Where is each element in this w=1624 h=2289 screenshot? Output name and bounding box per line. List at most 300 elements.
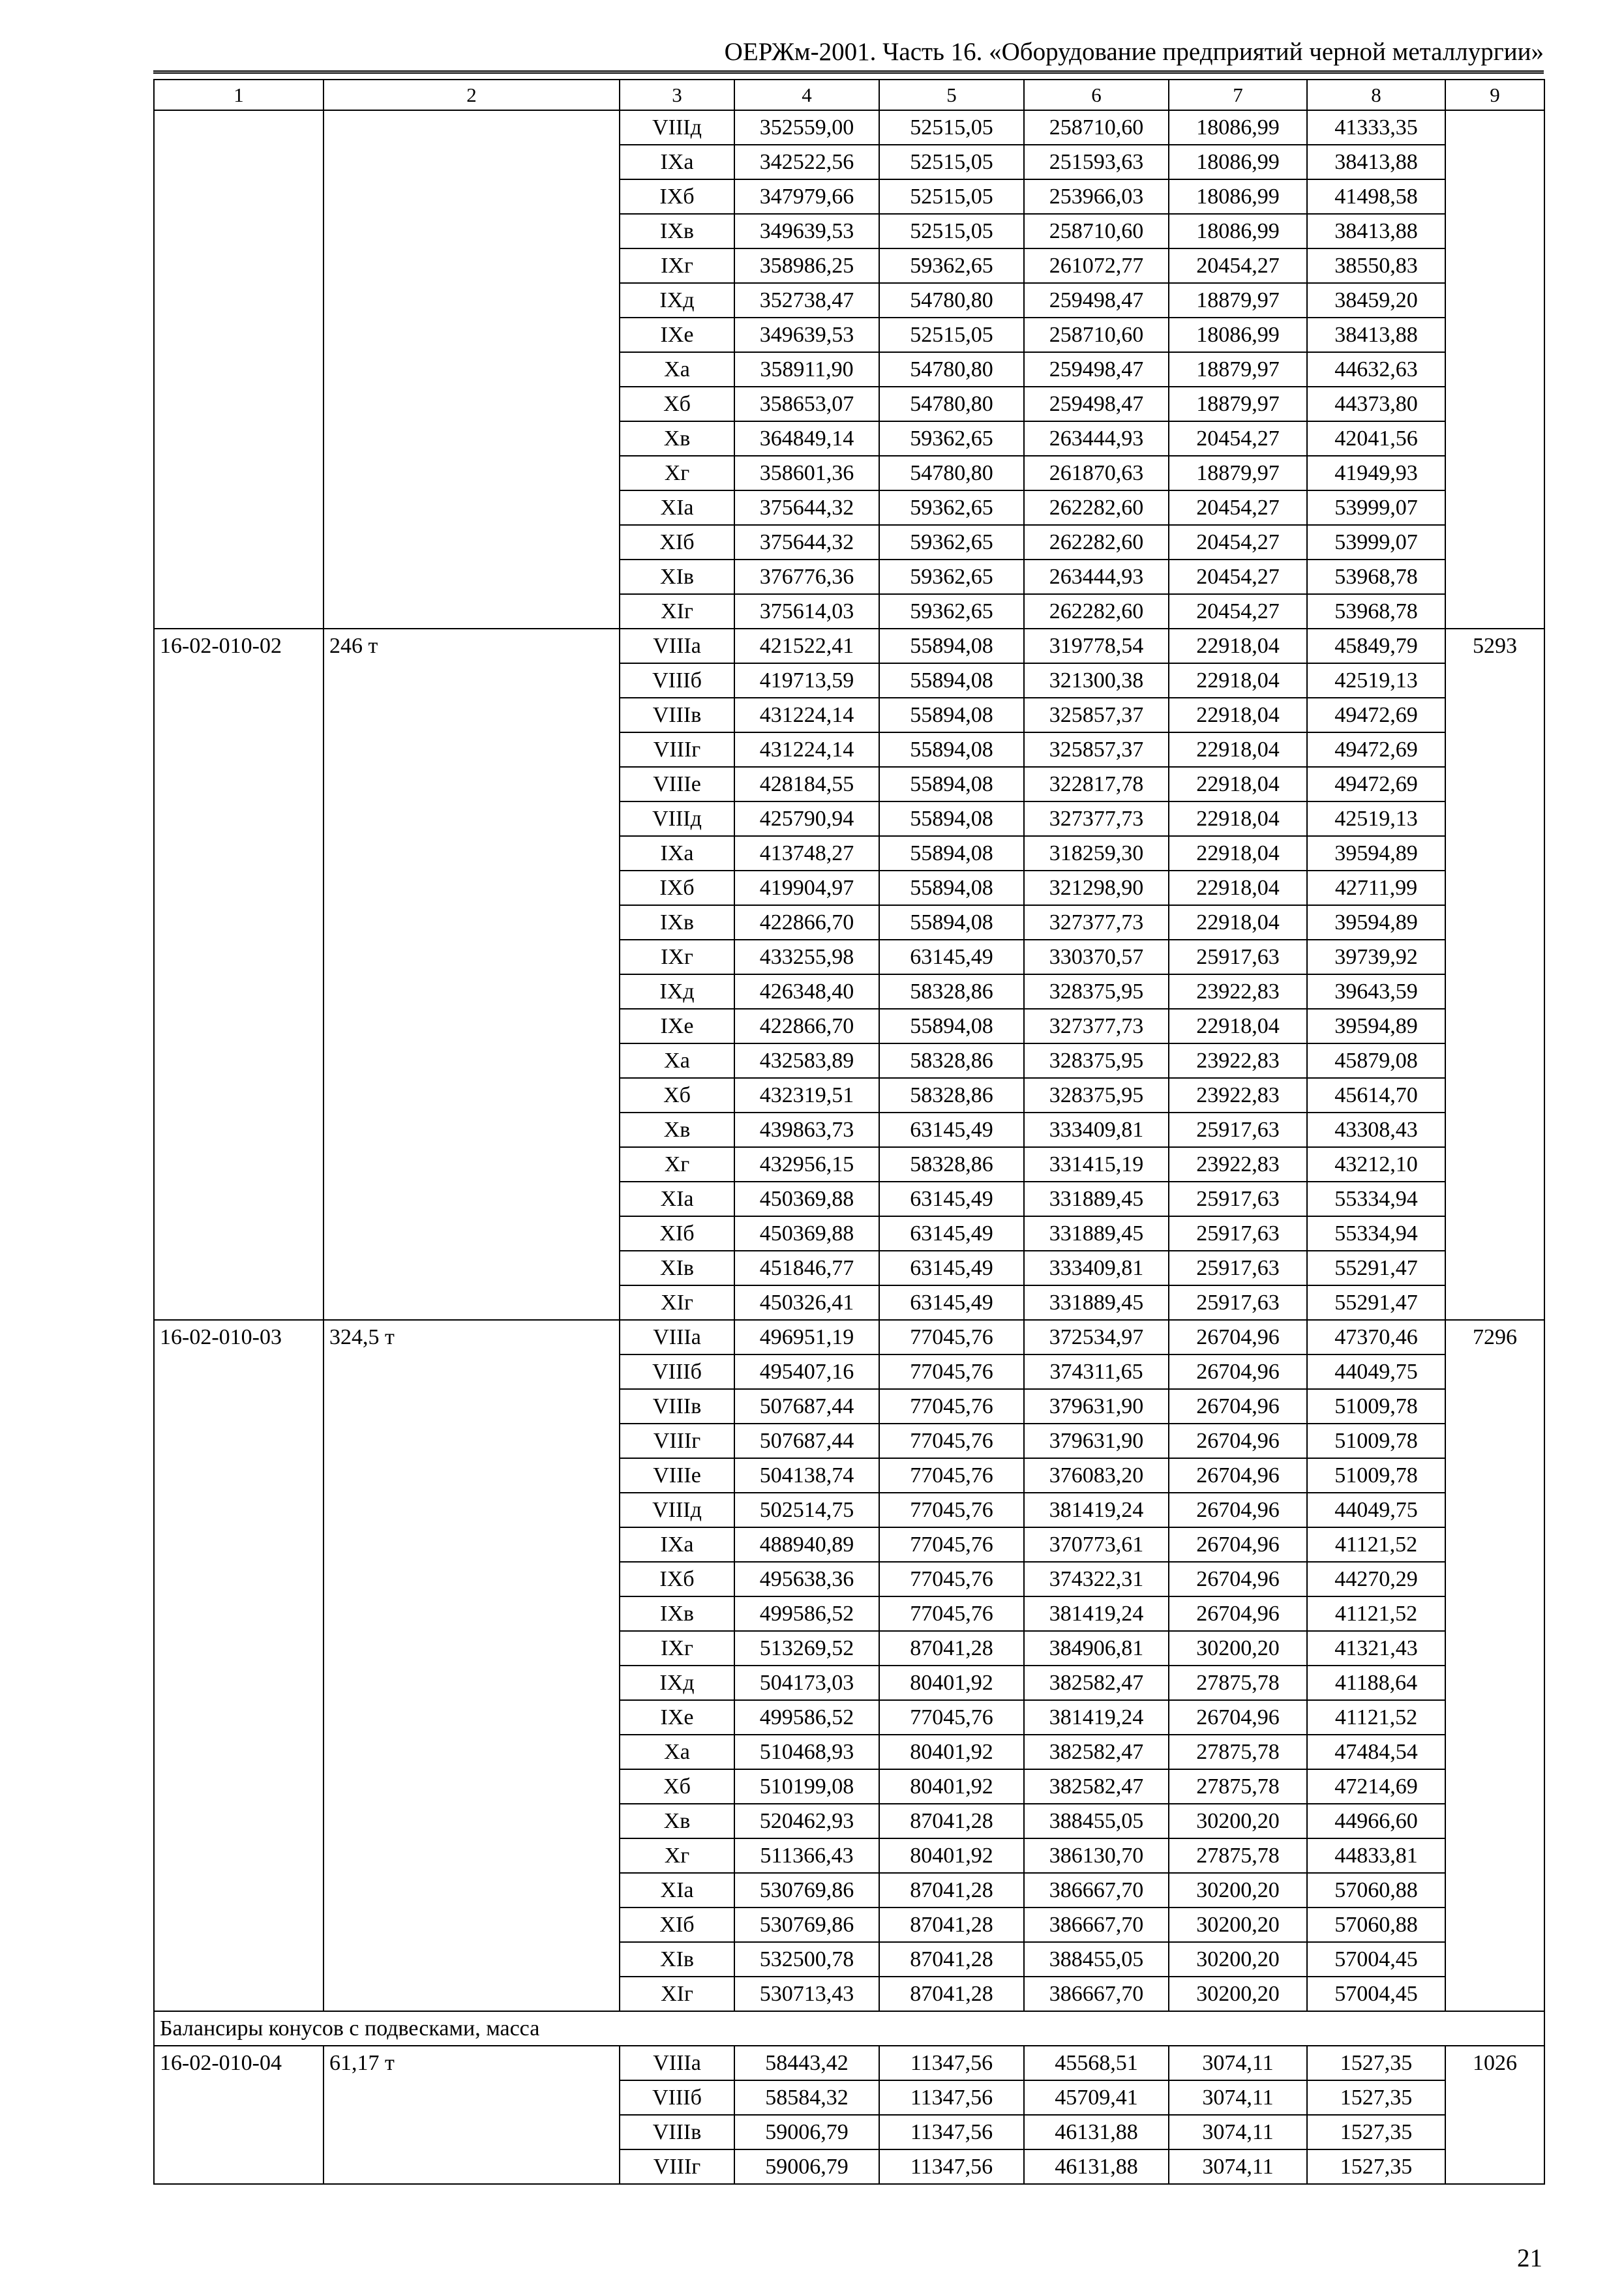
- cost-value: 18879,97: [1169, 387, 1307, 421]
- region-class: Xг: [620, 1838, 734, 1873]
- cost-value: 495407,16: [734, 1354, 879, 1389]
- cost-value: 30200,20: [1169, 1908, 1307, 1942]
- cost-value: 258710,60: [1024, 214, 1169, 248]
- cost-value: 259498,47: [1024, 352, 1169, 387]
- cost-value: 77045,76: [879, 1527, 1024, 1562]
- cost-value: 87041,28: [879, 1873, 1024, 1908]
- cost-value: 349639,53: [734, 318, 879, 352]
- region-class: VIIIб: [620, 663, 734, 698]
- region-class: VIIIг: [620, 1424, 734, 1458]
- cost-value: 20454,27: [1169, 594, 1307, 629]
- cost-value: 45849,79: [1307, 629, 1445, 663]
- cost-value: 419904,97: [734, 871, 879, 905]
- cost-value: 55894,08: [879, 871, 1024, 905]
- cost-value: 18879,97: [1169, 283, 1307, 318]
- cost-value: 26704,96: [1169, 1596, 1307, 1631]
- cost-value: 450369,88: [734, 1182, 879, 1216]
- cost-value: 499586,52: [734, 1596, 879, 1631]
- column-number: 5: [879, 80, 1024, 110]
- region-class: IXг: [620, 1631, 734, 1666]
- cost-value: 38413,88: [1307, 145, 1445, 179]
- cost-value: 374322,31: [1024, 1562, 1169, 1596]
- region-class: XIа: [620, 1873, 734, 1908]
- cost-value: 331889,45: [1024, 1182, 1169, 1216]
- cost-value: 413748,27: [734, 836, 879, 871]
- section-title: Балансиры конусов с подвесками, масса: [154, 2011, 1544, 2046]
- cost-value: 80401,92: [879, 1666, 1024, 1700]
- cost-value: 511366,43: [734, 1838, 879, 1873]
- cost-value: 328375,95: [1024, 974, 1169, 1009]
- cost-value: 381419,24: [1024, 1700, 1169, 1735]
- running-header: ОЕРЖм-2001. Часть 16. «Оборудование предприятий черной металлургии»: [153, 37, 1544, 74]
- cost-value: 11347,56: [879, 2149, 1024, 2184]
- cost-value: 63145,49: [879, 1251, 1024, 1285]
- cost-value: 59362,65: [879, 248, 1024, 283]
- equipment-mass: 61,17 т: [323, 2046, 620, 2184]
- cost-value: 376776,36: [734, 560, 879, 594]
- cost-value: 26704,96: [1169, 1458, 1307, 1493]
- cost-value: 26704,96: [1169, 1424, 1307, 1458]
- cost-value: 39594,89: [1307, 836, 1445, 871]
- region-class: VIIIд: [620, 110, 734, 145]
- equipment-mass: 324,5 т: [323, 1320, 620, 2011]
- cost-value: 379631,90: [1024, 1389, 1169, 1424]
- cost-value: 25917,63: [1169, 1216, 1307, 1251]
- cost-value: 358653,07: [734, 387, 879, 421]
- region-class: XIг: [620, 594, 734, 629]
- labor-value: 7296: [1445, 1320, 1544, 2011]
- cost-value: 20454,27: [1169, 525, 1307, 560]
- cost-value: 87041,28: [879, 1631, 1024, 1666]
- region-class: IXв: [620, 1596, 734, 1631]
- region-class: XIг: [620, 1977, 734, 2011]
- cost-value: 41333,35: [1307, 110, 1445, 145]
- cost-value: 57004,45: [1307, 1942, 1445, 1977]
- region-class: IXг: [620, 940, 734, 974]
- cost-value: 532500,78: [734, 1942, 879, 1977]
- cost-value: 20454,27: [1169, 490, 1307, 525]
- region-class: XIб: [620, 1216, 734, 1251]
- region-class: VIIIд: [620, 801, 734, 836]
- region-class: VIIIа: [620, 1320, 734, 1354]
- cost-value: 504173,03: [734, 1666, 879, 1700]
- cost-value: 55334,94: [1307, 1216, 1445, 1251]
- cost-value: 11347,56: [879, 2080, 1024, 2115]
- cost-value: 358601,36: [734, 456, 879, 490]
- cost-value: 80401,92: [879, 1735, 1024, 1769]
- cost-value: 63145,49: [879, 1285, 1024, 1320]
- cost-value: 3074,11: [1169, 2080, 1307, 2115]
- cost-value: 26704,96: [1169, 1527, 1307, 1562]
- cost-value: 77045,76: [879, 1700, 1024, 1735]
- cost-value: 495638,36: [734, 1562, 879, 1596]
- cost-value: 358911,90: [734, 352, 879, 387]
- region-class: IXв: [620, 214, 734, 248]
- cost-value: 379631,90: [1024, 1424, 1169, 1458]
- cost-value: 27875,78: [1169, 1838, 1307, 1873]
- cost-value: 331415,19: [1024, 1147, 1169, 1182]
- cost-value: 77045,76: [879, 1354, 1024, 1389]
- cost-value: 530769,86: [734, 1873, 879, 1908]
- cost-value: 328375,95: [1024, 1043, 1169, 1078]
- region-class: Xа: [620, 1043, 734, 1078]
- cost-value: 342522,56: [734, 145, 879, 179]
- equipment-mass: 246 т: [323, 629, 620, 1320]
- cost-value: 330370,57: [1024, 940, 1169, 974]
- cost-value: 18086,99: [1169, 318, 1307, 352]
- cost-value: 59362,65: [879, 525, 1024, 560]
- cost-value: 22918,04: [1169, 732, 1307, 767]
- region-class: Xб: [620, 1769, 734, 1804]
- cost-value: 20454,27: [1169, 560, 1307, 594]
- region-class: XIв: [620, 560, 734, 594]
- region-class: VIIIб: [620, 1354, 734, 1389]
- cost-value: 26704,96: [1169, 1493, 1307, 1527]
- cost-value: 258710,60: [1024, 110, 1169, 145]
- cost-value: 52515,05: [879, 110, 1024, 145]
- cost-value: 384906,81: [1024, 1631, 1169, 1666]
- cost-value: 53968,78: [1307, 594, 1445, 629]
- cost-value: 439863,73: [734, 1113, 879, 1147]
- cost-value: 63145,49: [879, 1216, 1024, 1251]
- region-class: XIв: [620, 1942, 734, 1977]
- cost-value: 38550,83: [1307, 248, 1445, 283]
- cost-value: 18879,97: [1169, 352, 1307, 387]
- cost-value: 259498,47: [1024, 387, 1169, 421]
- region-class: IXе: [620, 1009, 734, 1043]
- cost-value: 57060,88: [1307, 1908, 1445, 1942]
- column-number-row: [154, 80, 1544, 110]
- cost-value: 22918,04: [1169, 836, 1307, 871]
- cost-value: 11347,56: [879, 2115, 1024, 2149]
- cost-value: 253966,03: [1024, 179, 1169, 214]
- region-class: IXа: [620, 836, 734, 871]
- cost-value: 51009,78: [1307, 1389, 1445, 1424]
- cost-value: 321298,90: [1024, 871, 1169, 905]
- cost-value: 45568,51: [1024, 2046, 1169, 2080]
- cost-value: 1527,35: [1307, 2080, 1445, 2115]
- cost-value: 251593,63: [1024, 145, 1169, 179]
- cost-value: 504138,74: [734, 1458, 879, 1493]
- section-title-row: [154, 2011, 1544, 2046]
- cost-value: 63145,49: [879, 1113, 1024, 1147]
- region-class: Xв: [620, 421, 734, 456]
- cost-value: 54780,80: [879, 352, 1024, 387]
- cost-value: 44833,81: [1307, 1838, 1445, 1873]
- cost-value: 41121,52: [1307, 1700, 1445, 1735]
- cost-value: 374311,65: [1024, 1354, 1169, 1389]
- cost-value: 507687,44: [734, 1389, 879, 1424]
- cost-value: 23922,83: [1169, 1078, 1307, 1113]
- cost-value: 502514,75: [734, 1493, 879, 1527]
- cost-value: 3074,11: [1169, 2115, 1307, 2149]
- cost-value: 77045,76: [879, 1562, 1024, 1596]
- cost-value: 52515,05: [879, 145, 1024, 179]
- region-class: IXб: [620, 871, 734, 905]
- cost-value: 262282,60: [1024, 525, 1169, 560]
- cost-value: 59362,65: [879, 560, 1024, 594]
- region-class: VIIIг: [620, 732, 734, 767]
- column-number: 7: [1169, 80, 1307, 110]
- cost-value: 381419,24: [1024, 1493, 1169, 1527]
- cost-value: 27875,78: [1169, 1769, 1307, 1804]
- region-class: Xг: [620, 456, 734, 490]
- cost-value: 23922,83: [1169, 974, 1307, 1009]
- cost-value: 432583,89: [734, 1043, 879, 1078]
- region-class: XIа: [620, 1182, 734, 1216]
- region-class: VIIIв: [620, 1389, 734, 1424]
- cost-value: 41321,43: [1307, 1631, 1445, 1666]
- table-body: [154, 110, 1544, 2184]
- region-class: Xб: [620, 387, 734, 421]
- cost-value: 42041,56: [1307, 421, 1445, 456]
- region-class: XIа: [620, 490, 734, 525]
- cost-value: 58328,86: [879, 974, 1024, 1009]
- cost-value: 376083,20: [1024, 1458, 1169, 1493]
- cost-value: 499586,52: [734, 1700, 879, 1735]
- cost-value: 57004,45: [1307, 1977, 1445, 2011]
- cost-value: 513269,52: [734, 1631, 879, 1666]
- cost-value: 261072,77: [1024, 248, 1169, 283]
- cost-value: 80401,92: [879, 1838, 1024, 1873]
- cost-value: 259498,47: [1024, 283, 1169, 318]
- cost-value: 42519,13: [1307, 663, 1445, 698]
- resource-code: 16-02-010-02: [154, 629, 323, 1320]
- region-class: VIIIа: [620, 629, 734, 663]
- cost-value: 53999,07: [1307, 490, 1445, 525]
- column-number: 8: [1307, 80, 1445, 110]
- cost-value: 386667,70: [1024, 1908, 1169, 1942]
- cost-value: 55894,08: [879, 1009, 1024, 1043]
- equipment-mass: [323, 110, 620, 629]
- cost-value: 431224,14: [734, 698, 879, 732]
- region-class: IXб: [620, 1562, 734, 1596]
- cost-value: 25917,63: [1169, 1285, 1307, 1320]
- cost-value: 44966,60: [1307, 1804, 1445, 1838]
- cost-value: 59362,65: [879, 594, 1024, 629]
- cost-value: 321300,38: [1024, 663, 1169, 698]
- cost-value: 38459,20: [1307, 283, 1445, 318]
- cost-value: 77045,76: [879, 1424, 1024, 1458]
- cost-value: 18086,99: [1169, 110, 1307, 145]
- region-class: Xг: [620, 1147, 734, 1182]
- cost-value: 39594,89: [1307, 1009, 1445, 1043]
- cost-value: 20454,27: [1169, 421, 1307, 456]
- cost-value: 55894,08: [879, 698, 1024, 732]
- cost-value: 52515,05: [879, 318, 1024, 352]
- cost-value: 43308,43: [1307, 1113, 1445, 1147]
- cost-value: 11347,56: [879, 2046, 1024, 2080]
- cost-value: 38413,88: [1307, 318, 1445, 352]
- cost-value: 319778,54: [1024, 629, 1169, 663]
- cost-value: 51009,78: [1307, 1458, 1445, 1493]
- cost-value: 510468,93: [734, 1735, 879, 1769]
- cost-value: 3074,11: [1169, 2046, 1307, 2080]
- cost-value: 58328,86: [879, 1043, 1024, 1078]
- cost-value: 77045,76: [879, 1320, 1024, 1354]
- region-class: IXд: [620, 1666, 734, 1700]
- cost-value: 1527,35: [1307, 2115, 1445, 2149]
- cost-value: 58584,32: [734, 2080, 879, 2115]
- cost-value: 49472,69: [1307, 698, 1445, 732]
- cost-value: 49472,69: [1307, 732, 1445, 767]
- region-class: VIIIг: [620, 2149, 734, 2184]
- cost-value: 55894,08: [879, 629, 1024, 663]
- cost-value: 262282,60: [1024, 490, 1169, 525]
- cost-value: 3074,11: [1169, 2149, 1307, 2184]
- cost-value: 39739,92: [1307, 940, 1445, 974]
- cost-value: 386667,70: [1024, 1873, 1169, 1908]
- cost-value: 431224,14: [734, 732, 879, 767]
- table-row: [154, 2046, 1544, 2080]
- cost-value: 58443,42: [734, 2046, 879, 2080]
- cost-value: 421522,41: [734, 629, 879, 663]
- cost-value: 45614,70: [1307, 1078, 1445, 1113]
- cost-value: 507687,44: [734, 1424, 879, 1458]
- cost-value: 22918,04: [1169, 698, 1307, 732]
- region-class: IXб: [620, 179, 734, 214]
- cost-value: 54780,80: [879, 283, 1024, 318]
- cost-value: 25917,63: [1169, 1182, 1307, 1216]
- cost-value: 419713,59: [734, 663, 879, 698]
- region-class: XIб: [620, 525, 734, 560]
- cost-value: 59006,79: [734, 2115, 879, 2149]
- labor-value: 1026: [1445, 2046, 1544, 2184]
- cost-value: 530713,43: [734, 1977, 879, 2011]
- cost-value: 450326,41: [734, 1285, 879, 1320]
- cost-value: 41121,52: [1307, 1527, 1445, 1562]
- cost-value: 38413,88: [1307, 214, 1445, 248]
- cost-value: 54780,80: [879, 387, 1024, 421]
- labor-value: 5293: [1445, 629, 1544, 1320]
- cost-value: 26704,96: [1169, 1389, 1307, 1424]
- cost-value: 45709,41: [1024, 2080, 1169, 2115]
- cost-value: 52515,05: [879, 214, 1024, 248]
- cost-value: 55291,47: [1307, 1251, 1445, 1285]
- cost-value: 30200,20: [1169, 1631, 1307, 1666]
- cost-value: 47370,46: [1307, 1320, 1445, 1354]
- region-class: IXг: [620, 248, 734, 283]
- cost-value: 51009,78: [1307, 1424, 1445, 1458]
- region-class: Xа: [620, 352, 734, 387]
- cost-value: 26704,96: [1169, 1354, 1307, 1389]
- cost-value: 59362,65: [879, 421, 1024, 456]
- cost-value: 327377,73: [1024, 801, 1169, 836]
- cost-value: 55894,08: [879, 801, 1024, 836]
- cost-value: 510199,08: [734, 1769, 879, 1804]
- cost-value: 318259,30: [1024, 836, 1169, 871]
- cost-value: 26704,96: [1169, 1562, 1307, 1596]
- cost-value: 55894,08: [879, 905, 1024, 940]
- cost-value: 432319,51: [734, 1078, 879, 1113]
- cost-value: 55894,08: [879, 836, 1024, 871]
- cost-value: 375644,32: [734, 490, 879, 525]
- cost-value: 347979,66: [734, 179, 879, 214]
- cost-value: 382582,47: [1024, 1769, 1169, 1804]
- region-class: VIIIв: [620, 2115, 734, 2149]
- region-class: Xв: [620, 1113, 734, 1147]
- cost-value: 18086,99: [1169, 145, 1307, 179]
- cost-value: 428184,55: [734, 767, 879, 801]
- cost-value: 63145,49: [879, 1182, 1024, 1216]
- cost-value: 370773,61: [1024, 1527, 1169, 1562]
- cost-value: 422866,70: [734, 905, 879, 940]
- cost-value: 44049,75: [1307, 1354, 1445, 1389]
- cost-value: 375644,32: [734, 525, 879, 560]
- region-class: XIв: [620, 1251, 734, 1285]
- cost-value: 77045,76: [879, 1458, 1024, 1493]
- cost-value: 26704,96: [1169, 1320, 1307, 1354]
- cost-value: 381419,24: [1024, 1596, 1169, 1631]
- price-table: [153, 79, 1545, 2185]
- cost-value: 388455,05: [1024, 1804, 1169, 1838]
- cost-value: 496951,19: [734, 1320, 879, 1354]
- cost-value: 372534,97: [1024, 1320, 1169, 1354]
- cost-value: 43212,10: [1307, 1147, 1445, 1182]
- cost-value: 25917,63: [1169, 1251, 1307, 1285]
- column-number: 2: [323, 80, 620, 110]
- cost-value: 47484,54: [1307, 1735, 1445, 1769]
- cost-value: 18879,97: [1169, 456, 1307, 490]
- cost-value: 63145,49: [879, 940, 1024, 974]
- cost-value: 77045,76: [879, 1596, 1024, 1631]
- cost-value: 49472,69: [1307, 767, 1445, 801]
- cost-value: 422866,70: [734, 1009, 879, 1043]
- cost-value: 22918,04: [1169, 767, 1307, 801]
- cost-value: 22918,04: [1169, 1009, 1307, 1043]
- cost-value: 77045,76: [879, 1389, 1024, 1424]
- cost-value: 44270,29: [1307, 1562, 1445, 1596]
- cost-value: 263444,93: [1024, 560, 1169, 594]
- cost-value: 1527,35: [1307, 2046, 1445, 2080]
- cost-value: 358986,25: [734, 248, 879, 283]
- cost-value: 53999,07: [1307, 525, 1445, 560]
- cost-value: 44632,63: [1307, 352, 1445, 387]
- cost-value: 382582,47: [1024, 1666, 1169, 1700]
- cost-value: 47214,69: [1307, 1769, 1445, 1804]
- cost-value: 25917,63: [1169, 940, 1307, 974]
- resource-code: [154, 110, 323, 629]
- region-class: VIIIа: [620, 2046, 734, 2080]
- cost-value: 261870,63: [1024, 456, 1169, 490]
- cost-value: 30200,20: [1169, 1942, 1307, 1977]
- cost-value: 263444,93: [1024, 421, 1169, 456]
- cost-value: 488940,89: [734, 1527, 879, 1562]
- table-row: [154, 1320, 1544, 1354]
- cost-value: 425790,94: [734, 801, 879, 836]
- cost-value: 450369,88: [734, 1216, 879, 1251]
- region-class: VIIIе: [620, 767, 734, 801]
- cost-value: 327377,73: [1024, 1009, 1169, 1043]
- cost-value: 20454,27: [1169, 248, 1307, 283]
- cost-value: 44373,80: [1307, 387, 1445, 421]
- cost-value: 27875,78: [1169, 1666, 1307, 1700]
- column-number: 3: [620, 80, 734, 110]
- cost-value: 77045,76: [879, 1493, 1024, 1527]
- cost-value: 57060,88: [1307, 1873, 1445, 1908]
- region-class: IXд: [620, 974, 734, 1009]
- cost-value: 258710,60: [1024, 318, 1169, 352]
- cost-value: 331889,45: [1024, 1216, 1169, 1251]
- region-class: Xа: [620, 1735, 734, 1769]
- cost-value: 25917,63: [1169, 1113, 1307, 1147]
- region-class: Xв: [620, 1804, 734, 1838]
- cost-value: 382582,47: [1024, 1735, 1169, 1769]
- region-class: IXе: [620, 318, 734, 352]
- labor-value: [1445, 110, 1544, 629]
- cost-value: 333409,81: [1024, 1251, 1169, 1285]
- region-class: VIIIе: [620, 1458, 734, 1493]
